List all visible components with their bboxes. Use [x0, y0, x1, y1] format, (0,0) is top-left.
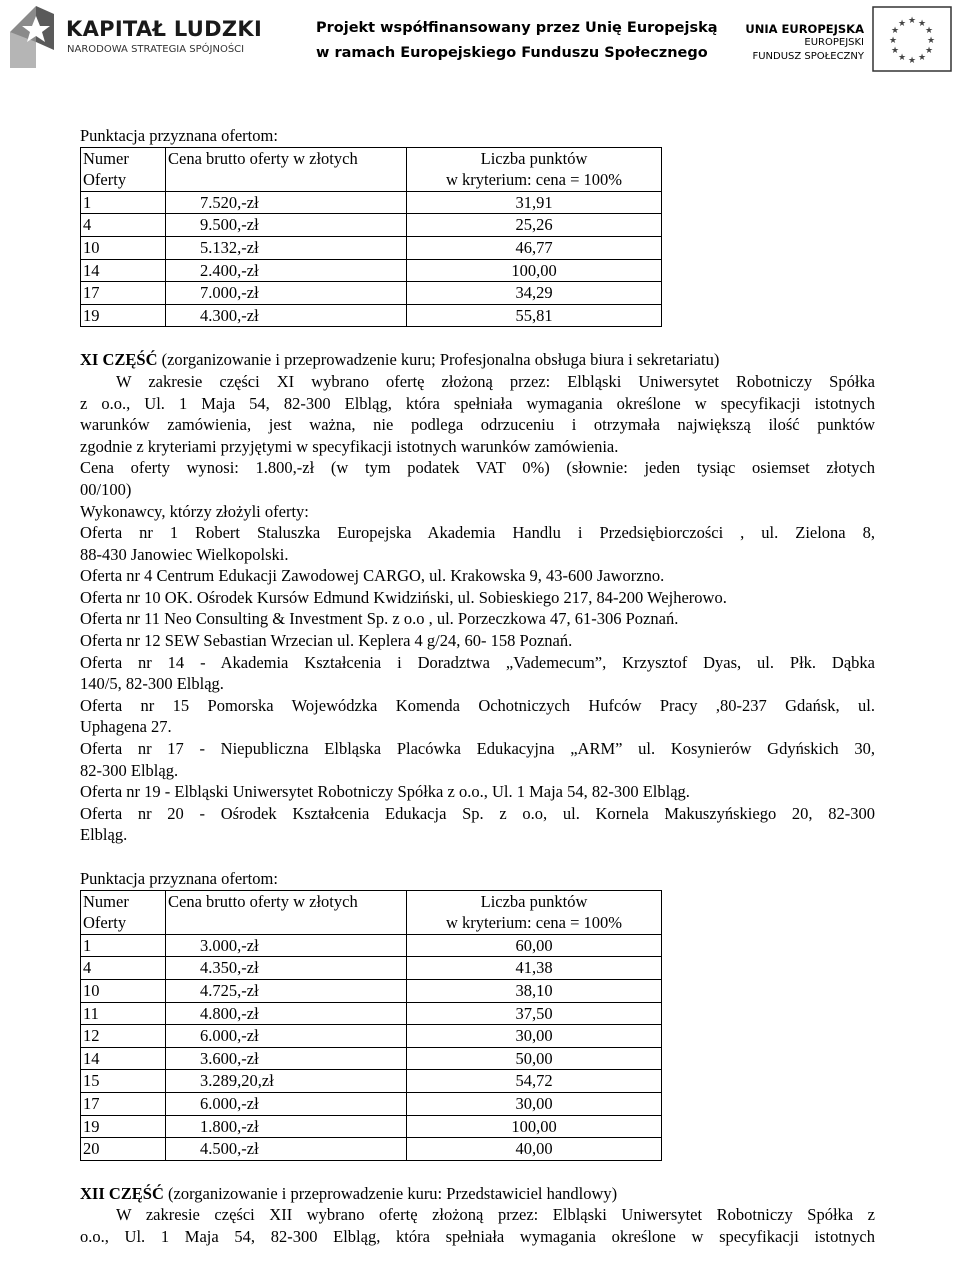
cell-number: 17 [81, 282, 166, 305]
table1-col-price: Cena brutto oferty w złotych [166, 147, 407, 191]
table2 [80, 890, 662, 1161]
cell-points: 37,50 [407, 1002, 662, 1025]
table1-col3-b: w kryterium: cena = 100% [445, 170, 623, 190]
table1-col-number [81, 147, 166, 191]
cell-number: 17 [81, 1092, 166, 1115]
svg-text:★: ★ [897, 53, 907, 63]
svg-text:★: ★ [924, 26, 934, 36]
table-row [81, 1092, 662, 1115]
table2-col1-a: Numer [83, 891, 129, 911]
table-row [81, 259, 662, 282]
table-row [81, 934, 662, 957]
offer-line: Elbląg. [80, 825, 128, 845]
svg-text:★: ★ [888, 36, 898, 46]
offer-line: Oferta nr 10 OK. Ośrodek Kursów Edmund Kwidziński, ul. Sobieskiego 217, 84-200 Wejherowo. [80, 587, 727, 607]
cell-points: 25,26 [407, 214, 662, 237]
offer-line: 140/5, 82-300 Elbląg. [80, 674, 224, 694]
cell-price: 4.350,-zł [166, 957, 407, 980]
section11-price-line1: Cena oferty wynosi: 1.800,-zł (w tym podatek VAT 0%) (słownie: jeden tysiąc osiemset złotych [80, 458, 875, 478]
table2-col1-b: Oferty [83, 913, 127, 933]
table-row [81, 304, 662, 327]
svg-text:★: ★ [917, 53, 927, 63]
cell-price: 4.800,-zł [166, 1002, 407, 1025]
document-body [80, 125, 875, 1248]
cell-points: 100,00 [407, 259, 662, 282]
contractors-heading: Wykonawcy, którzy złożyli oferty: [80, 501, 309, 521]
offer-line: Oferta nr 4 Centrum Edukacji Zawodowej CARGO, ul. Krakowska 9, 43-600 Jaworzno. [80, 566, 665, 586]
table2-col-number [81, 890, 166, 934]
table1 [80, 147, 662, 328]
cell-points: 30,00 [407, 1092, 662, 1115]
svg-text:★: ★ [890, 26, 900, 36]
section12-heading-rest: (zorganizowanie i przeprowadzenie kuru: Przedstawiciel handlowy) [163, 1183, 618, 1203]
svg-text:★: ★ [890, 46, 900, 56]
cell-price: 3.000,-zł [166, 934, 407, 957]
section11-heading-rest: (zorganizowanie i przeprowadzenie kuru; Profesjonalna obsługa biura i sekretariatu) [157, 350, 720, 370]
cell-points: 31,91 [407, 191, 662, 214]
cell-number: 15 [81, 1070, 166, 1093]
section11-para-line4: zgodnie z kryteriami przyjętymi w specyfikacji istotnych warunków zamówienia. [80, 436, 619, 456]
project-line-1: Projekt współfinansowany przez Unię Europejską [316, 20, 718, 36]
table-row [81, 957, 662, 980]
table2-col-points [407, 890, 662, 934]
project-line-2: w ramach Europejskiego Funduszu Społecznego [316, 45, 708, 61]
offer-line: Uphagena 27. [80, 717, 172, 737]
table-row [81, 191, 662, 214]
eu-line-2: EUROPEJSKI [804, 37, 864, 48]
section11-para-line2: z o.o., Ul. 1 Maja 54, 82-300 Elbląg, która spełniała wymagania określone w specyfikacji istotnych [80, 393, 875, 413]
kapital-ludzki-title: KAPITAŁ LUDZKI [66, 17, 263, 41]
table-row [81, 979, 662, 1002]
cell-price: 3.289,20,zł [166, 1070, 407, 1093]
cell-price: 5.132,-zł [166, 236, 407, 259]
cell-number: 14 [81, 1047, 166, 1070]
cell-number: 1 [81, 934, 166, 957]
kapital-ludzki-logo-icon [6, 2, 58, 70]
cell-number: 19 [81, 1115, 166, 1138]
section11-selection: W zakresie części XI wybrano ofertę złożoną przez: Elbląski Uniwersytet Robotniczy Spółka [116, 371, 875, 391]
table-row [81, 1115, 662, 1138]
cell-price: 6.000,-zł [166, 1025, 407, 1048]
table-row [81, 1002, 662, 1025]
section12-heading [80, 1183, 875, 1205]
offer-line: Oferta nr 1 Robert Staluszka Europejska Akademia Handlu i Przedsiębiorczości , ul. Zielona 8, [80, 523, 875, 543]
cell-number: 19 [81, 304, 166, 327]
table-row [81, 1138, 662, 1161]
cell-price: 6.000,-zł [166, 1092, 407, 1115]
cell-number: 12 [81, 1025, 166, 1048]
cell-points: 38,10 [407, 979, 662, 1002]
cell-price: 2.400,-zł [166, 259, 407, 282]
cell-price: 9.500,-zł [166, 214, 407, 237]
table1-caption: Punktacja przyznana ofertom: [80, 126, 278, 145]
offer-line: Oferta nr 12 SEW Sebastian Wrzecian ul. Keplera 4 g/24, 60- 158 Poznań. [80, 631, 573, 651]
section11-heading [80, 349, 875, 371]
cell-number: 20 [81, 1138, 166, 1161]
section11-price-line2: 00/100) [80, 479, 132, 499]
table1-col1-b: Oferty [83, 170, 127, 190]
table2-col3-a: Liczba punktów [480, 891, 588, 911]
svg-text:★: ★ [917, 19, 927, 29]
svg-text:★: ★ [897, 19, 907, 29]
svg-text:★: ★ [907, 56, 917, 66]
offer-line: Oferta nr 15 Pomorska Wojewódzka Komenda Ochotniczych Hufców Pracy ,80-237 Gdańsk, ul. [80, 695, 875, 715]
table-row [81, 214, 662, 237]
cell-points: 60,00 [407, 934, 662, 957]
section12-heading-bold: XII CZĘŚĆ [80, 1183, 164, 1203]
cell-price: 4.300,-zł [166, 304, 407, 327]
cell-points: 100,00 [407, 1115, 662, 1138]
cell-number: 10 [81, 236, 166, 259]
table2-caption: Punktacja przyznana ofertom: [80, 869, 278, 888]
offer-line: Oferta nr 19 - Elbląski Uniwersytet Robotniczy Spółka z o.o., Ul. 1 Maja 54, 82-300 Elbląg. [80, 782, 690, 802]
table-row [81, 282, 662, 305]
table-row [81, 1047, 662, 1070]
eu-flag-icon [872, 6, 952, 72]
page-header [0, 0, 960, 82]
offer-line: 82-300 Elbląg. [80, 760, 179, 780]
svg-text:★: ★ [924, 46, 934, 56]
offer-line: Oferta nr 17 - Niepubliczna Elbląska Placówka Edukacyjna „ARM” ul. Kosynierów Gdyńskich 30, [80, 739, 875, 759]
cell-price: 4.500,-zł [166, 1138, 407, 1161]
table2-col-price: Cena brutto oferty w złotych [166, 890, 407, 934]
section11-para-line3: warunków zamówienia, jest ważna, nie podlega odrzuceniu i otrzymała największą ilość punktów [80, 415, 875, 435]
svg-text:★: ★ [926, 36, 936, 46]
cell-number: 4 [81, 214, 166, 237]
section12-para-line2: o.o., Ul. 1 Maja 54, 82-300 Elbląg, która spełniała wymagania określone w specyfikacji istotnych [80, 1226, 875, 1246]
section11-heading-bold: XI CZĘŚĆ [80, 350, 158, 370]
cell-points: 34,29 [407, 282, 662, 305]
offer-line: Oferta nr 11 Neo Consulting & Investment Sp. z o.o , ul. Porzeczkowa 47, 61-306 Poznań. [80, 609, 679, 629]
cell-number: 4 [81, 957, 166, 980]
cell-points: 50,00 [407, 1047, 662, 1070]
cell-points: 40,00 [407, 1138, 662, 1161]
table2-col3-b: w kryterium: cena = 100% [445, 913, 623, 933]
table-row [81, 236, 662, 259]
cell-price: 7.520,-zł [166, 191, 407, 214]
table1-col3-a: Liczba punktów [480, 148, 588, 168]
kapital-ludzki-subtitle: NARODOWA STRATEGIA SPÓJNOŚCI [67, 44, 245, 55]
cell-number: 11 [81, 1002, 166, 1025]
eu-line-3: FUNDUSZ SPOŁECZNY [752, 51, 864, 62]
table-row [81, 1025, 662, 1048]
cell-points: 41,38 [407, 957, 662, 980]
table2-header-row [81, 890, 662, 934]
eu-label [745, 22, 864, 64]
cell-price: 7.000,-zł [166, 282, 407, 305]
cell-number: 14 [81, 259, 166, 282]
table1-header-row [81, 147, 662, 191]
table1-col1-a: Numer [83, 148, 129, 168]
cell-price: 4.725,-zł [166, 979, 407, 1002]
section12-selection: W zakresie części XII wybrano ofertę złożoną przez: Elbląski Uniwersytet Robotniczy Spółka z [116, 1205, 875, 1225]
cell-points: 30,00 [407, 1025, 662, 1048]
cell-price: 3.600,-zł [166, 1047, 407, 1070]
offer-line: 88-430 Janowiec Wielkopolski. [80, 544, 289, 564]
svg-text:★: ★ [907, 16, 917, 26]
cell-points: 54,72 [407, 1070, 662, 1093]
offer-line: Oferta nr 14 - Akademia Kształcenia i Doradztwa „Vademecum”, Krzysztof Dyas, ul. Płk. Dąbka [80, 652, 875, 672]
eu-line-1: UNIA EUROPEJSKA [745, 22, 864, 36]
table-row [81, 1070, 662, 1093]
cell-points: 46,77 [407, 236, 662, 259]
cell-number: 10 [81, 979, 166, 1002]
cell-price: 1.800,-zł [166, 1115, 407, 1138]
cell-points: 55,81 [407, 304, 662, 327]
table1-col-points [407, 147, 662, 191]
offer-line: Oferta nr 20 - Ośrodek Kształcenia Edukacja Sp. z o.o, ul. Kornela Makuszyńskiego 20, 82-300 [80, 803, 875, 823]
cell-number: 1 [81, 191, 166, 214]
